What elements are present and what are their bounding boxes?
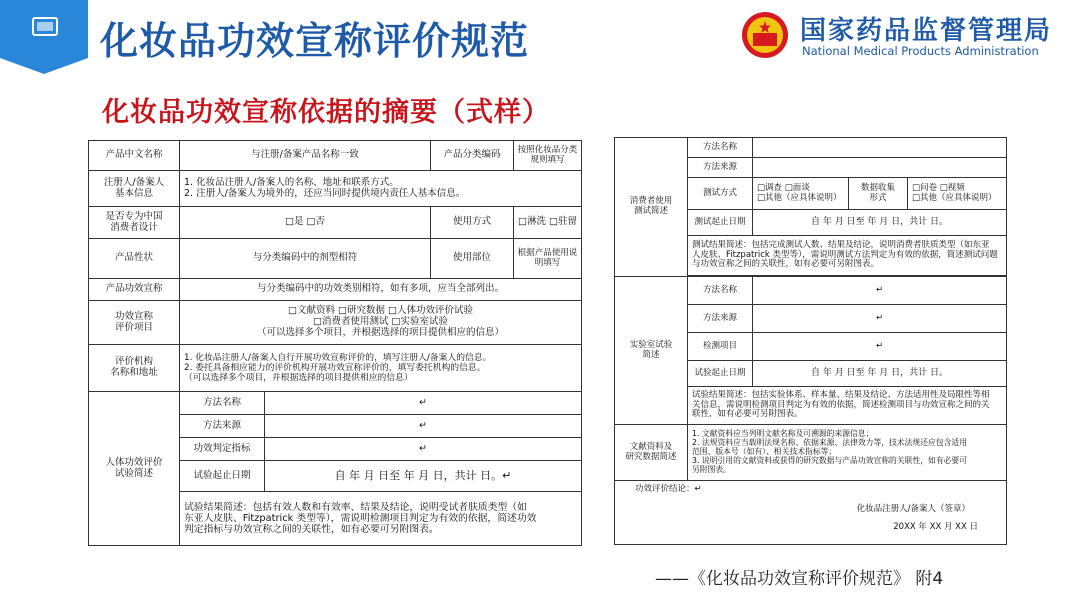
- field-value: 1. 文献资料应当列明文献名称及可溯源的来源信息； 2. 法规资料应当载明法规名称、依据来源、法律效力等，技术法规还应包含适用 范围、版本号（如有）、相关技术指标等； 3. 说明引用的文献资料或获得的研究数据与产品功效宣称的关联性，如有必要可 另附图表。: [688, 425, 1007, 481]
- field-label: 消费者使用 测试简述: [615, 138, 688, 277]
- summary-form-left: [88, 140, 582, 546]
- field-label: 注册人/备案人 基本信息: [89, 171, 180, 207]
- sub-field-label: 方法来源: [180, 415, 265, 438]
- checkbox-group: □是 □否: [180, 207, 431, 239]
- field-label: 使用部位: [431, 239, 514, 279]
- form-title: 化妆品功效宣称依据的摘要（式样）: [102, 97, 550, 128]
- field-label: 产品分类编码: [431, 141, 514, 171]
- table-row: [89, 239, 582, 279]
- table-row: [615, 481, 1007, 545]
- field-value: 与分类编码中的功效类别相符，如有多项，应当全部列出。: [180, 279, 582, 301]
- table-row: [615, 277, 1007, 305]
- table-row: [89, 279, 582, 301]
- conclusion-section: [615, 481, 1007, 545]
- result-summary: 试验结果简述：包括有效人数和有效率、结果及结论，说明受试者肤质类型（如 东亚人皮肤、Fitzpatrick 类型等），需说明检测项目判定为有效的依据，简述功效 判定指标与功效宣称之间的关联性，如有必要可另附图表。: [180, 492, 582, 546]
- field-label: 功效宣称 评价项目: [89, 301, 180, 345]
- field-label: 产品功效宣称: [89, 279, 180, 301]
- field-label: 产品性状: [89, 239, 180, 279]
- table-row: [89, 301, 582, 345]
- table-row: [89, 392, 582, 415]
- table-row: [89, 171, 582, 207]
- sub-field-label: 方法来源: [688, 305, 753, 333]
- conclusion-label: 功效评价结论：↵: [635, 484, 702, 494]
- checkbox-group: □调查 □面谈 □其他（应具体说明）: [753, 178, 849, 210]
- field-value: 按照化妆品分类规则填写: [514, 141, 582, 171]
- field-value: 与分类编码中的剂型相符: [180, 239, 431, 279]
- field-label: 文献资料及 研究数据简述: [615, 425, 688, 481]
- field-value: 1. 化妆品注册人/备案人的名称、地址和联系方式。 2. 注册人/备案人为境外的，还应当同时提供境内责任人基本信息。: [180, 171, 582, 207]
- national-emblem-icon: [740, 10, 790, 60]
- field-value: 1. 化妆品注册人/备案人自行开展功效宣称评价的，填写注册人/备案人的信息。 2. 委托具备相应能力的评价机构开展功效宣称评价的，填写委托机构的信息。 （可以选择多个项目，并根据选择的项目提供相应的信息）: [180, 345, 582, 392]
- sub-field-label: 功效判定指标: [180, 438, 265, 461]
- sub-field-label: 方法名称: [688, 138, 753, 158]
- field-value: 根据产品使用说明填写: [514, 239, 582, 279]
- result-summary: 试验结果简述：包括实验体系、样本量、结果及结论、方法适用性及局限性等相 关信息，需说明检测项目判定为有效的依据，简述检测项目与功效宣称之间的关 联性，如有必要可另附图表。: [688, 387, 1007, 425]
- table-row: [615, 425, 1007, 481]
- checkbox-group: □淋洗 □驻留: [514, 207, 582, 239]
- sub-field-label: 方法名称: [688, 277, 753, 305]
- sub-field-label: 方法来源: [688, 158, 753, 178]
- sub-field-value: 自 年 月 日至 年 月 日，共计 日。: [753, 361, 1007, 387]
- summary-form-right: [614, 137, 1007, 545]
- table-row: [615, 138, 1007, 158]
- sub-field-label: 方法名称: [180, 392, 265, 415]
- field-label: 实验室试验 简述: [615, 277, 688, 425]
- field-label: 产品中文名称: [89, 141, 180, 171]
- sub-field-label: 试验起止日期: [688, 361, 753, 387]
- result-summary: 测试结果简述：包括完成测试人数、结果及结论，说明消费者肤质类型（如东亚 人皮肤、Fitzpatrick 类型等），需说明测试方法判定为有效的依据，简述测试问题 与功效宣称之间的关联性，如有必要可另附图表。: [688, 236, 1007, 276]
- sub-field-value: [753, 138, 1007, 158]
- sub-field-value: ↵: [265, 415, 582, 438]
- page-title: 化妆品功效宣称评价规范: [100, 19, 530, 63]
- sub-field-value: ↵: [753, 305, 1007, 333]
- sub-field-label: 检测项目: [688, 333, 753, 361]
- sub-field-value: ↵: [265, 392, 582, 415]
- sub-field-value: [753, 158, 1007, 178]
- agency-logo: [740, 8, 1070, 64]
- sub-field-value: ↵: [753, 277, 1007, 305]
- signature-line: 化妆品注册人/备案人（签章）: [856, 503, 971, 514]
- field-label: 人体功效评价 试验简述: [89, 392, 180, 546]
- checkbox-group: □文献资料 □研究数据 □人体功效评价试验 □消费者使用测试 □实验室试验 （可以选择多个项目，并根据选择的项目提供相应的信息）: [180, 301, 582, 345]
- table-row: [89, 207, 582, 239]
- sub-field-label: 测试方式: [688, 178, 753, 210]
- source-citation: ——《化妆品功效宣称评价规范》 附4: [655, 569, 944, 589]
- sub-field-label: 测试起止日期: [688, 210, 753, 236]
- sub-field-value: ↵: [265, 438, 582, 461]
- sub-field-label: 数据收集 形式: [849, 178, 908, 210]
- corner-tab: [0, 0, 88, 74]
- field-label: 使用方式: [431, 207, 514, 239]
- table-row: [89, 345, 582, 392]
- field-label: 评价机构 名称和地址: [89, 345, 180, 392]
- agency-name-en: National Medical Products Administration: [802, 44, 1039, 58]
- signature-date: 20XX 年 XX 月 XX 日: [893, 521, 979, 532]
- sub-field-value: 自 年 月 日至 年 月 日，共计 日。: [753, 210, 1007, 236]
- agency-name-cn: 国家药品监督管理局: [800, 16, 1053, 46]
- sub-field-label: 试验起止日期: [180, 461, 265, 492]
- field-label: 是否专为中国 消费者设计: [89, 207, 180, 239]
- checkbox-group: □问卷 □视频 □其他（应具体说明）: [908, 178, 1007, 210]
- sub-field-value: 自 年 月 日至 年 月 日，共计 日。↵: [265, 461, 582, 492]
- sub-field-value: ↵: [753, 333, 1007, 361]
- field-value: 与注册/备案产品名称一致: [180, 141, 431, 171]
- table-row: [89, 141, 582, 171]
